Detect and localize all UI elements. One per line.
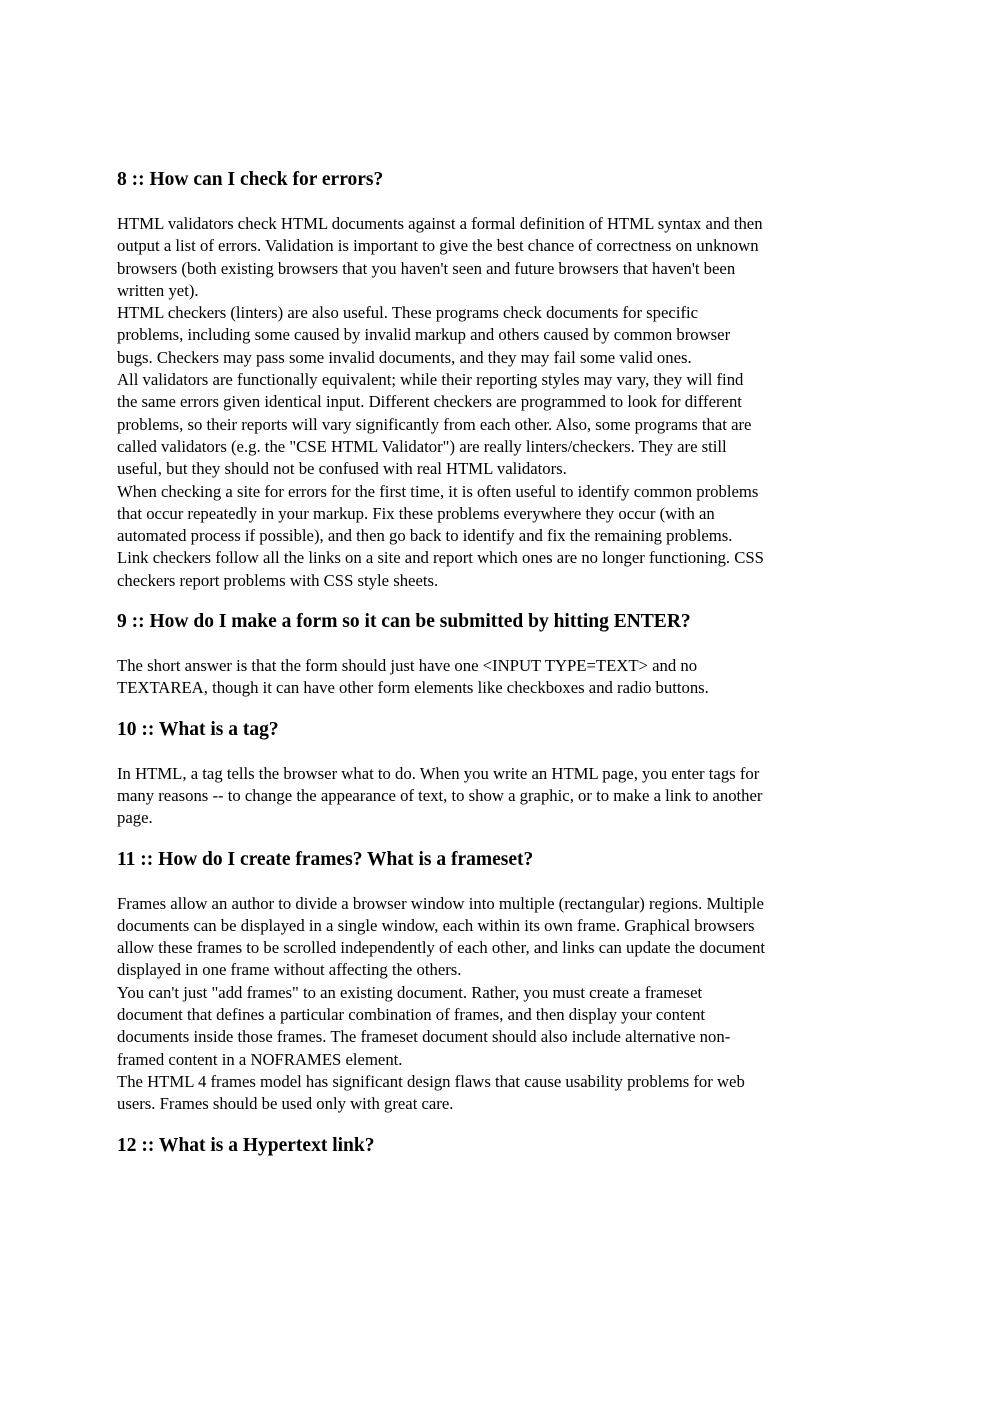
answer-line: automated process if possible), and then go back to identify and fix the remaining problems. (117, 526, 733, 546)
answer-line: called validators (e.g. the "CSE HTML Validator") are really linters/checkers. They are still (117, 436, 727, 456)
question-heading: 10 :: What is a tag? (117, 718, 279, 740)
answer-line: Frames allow an author to divide a browser window into multiple (rectangular) regions. Multiple (117, 893, 764, 913)
question-heading: 12 :: What is a Hypertext link? (117, 1134, 375, 1156)
answer-line: You can't just "add frames" to an existing document. Rather, you must create a frameset (117, 982, 703, 1002)
answer-line: problems, including some caused by invalid markup and others caused by common browser (117, 325, 731, 345)
answer-line: HTML checkers (linters) are also useful. These programs check documents for specific (117, 303, 699, 323)
qa-section (117, 1134, 879, 1158)
answer-text (117, 655, 879, 700)
question-heading: 11 :: How do I create frames? What is a frameset? (117, 848, 534, 870)
answer-line: In HTML, a tag tells the browser what to do. When you write an HTML page, you enter tags for (117, 763, 760, 783)
answer-line: The short answer is that the form should just have one <INPUT TYPE=TEXT> and no (117, 656, 698, 676)
answer-line: output a list of errors. Validation is important to give the best chance of correctness on unknown (117, 236, 759, 256)
qa-section (117, 610, 879, 718)
answer-line: users. Frames should be used only with great care. (117, 1094, 454, 1114)
section-spacer (117, 700, 879, 718)
answer-text (117, 763, 879, 830)
answer-line: When checking a site for errors for the first time, it is often useful to identify common problems (117, 481, 759, 501)
answer-line: Link checkers follow all the links on a site and report which ones are no longer functioning. CSS (117, 548, 764, 568)
qa-section (117, 168, 879, 610)
answer-line: HTML validators check HTML documents against a formal definition of HTML syntax and then (117, 214, 763, 233)
answer-line: documents inside those frames. The frameset document should also include alternative non- (117, 1027, 731, 1047)
answer-line: All validators are functionally equivalent; while their reporting styles may vary, they will find (117, 370, 744, 390)
answer-line: problems, so their reports will vary significantly from each other. Also, some programs that are (117, 414, 752, 434)
answer-text (117, 213, 879, 592)
answer-line: that occur repeatedly in your markup. Fix these problems everywhere they occur (with an (117, 503, 715, 523)
answer-line: document that defines a particular combination of frames, and then display your content (117, 1005, 706, 1025)
qa-section (117, 848, 879, 1134)
answer-line: the same errors given identical input. Different checkers are programmed to look for different (117, 392, 742, 412)
question-heading: 8 :: How can I check for errors? (117, 169, 384, 190)
answer-line: TEXTAREA, though it can have other form elements like checkboxes and radio buttons. (117, 678, 709, 698)
answer-line: browsers (both existing browsers that you haven't seen and future browsers that haven't been (117, 258, 736, 278)
document-content (117, 168, 879, 1179)
answer-line: checkers report problems with CSS style sheets. (117, 570, 439, 590)
answer-line: useful, but they should not be confused with real HTML validators. (117, 459, 567, 479)
answer-line: page. (117, 808, 153, 828)
qa-section (117, 718, 879, 848)
answer-line: The HTML 4 frames model has significant design flaws that cause usability problems for web (117, 1071, 745, 1091)
section-spacer (117, 1116, 879, 1134)
answer-line: allow these frames to be scrolled independently of each other, and links can update the document (117, 938, 766, 958)
answer-line: framed content in a NOFRAMES element. (117, 1049, 403, 1069)
section-spacer (117, 830, 879, 848)
answer-text (117, 893, 879, 1116)
section-spacer (117, 592, 879, 610)
answer-line: bugs. Checkers may pass some invalid documents, and they may fail some valid ones. (117, 347, 692, 367)
question-heading: 9 :: How do I make a form so it can be submitted by hitting ENTER? (117, 611, 691, 633)
answer-line: displayed in one frame without affecting the others. (117, 960, 462, 980)
answer-line: documents can be displayed in a single window, each within its own frame. Graphical browsers (117, 915, 755, 935)
answer-line: written yet). (117, 280, 199, 300)
answer-line: many reasons -- to change the appearance of text, to show a graphic, or to make a link to another (117, 785, 763, 805)
